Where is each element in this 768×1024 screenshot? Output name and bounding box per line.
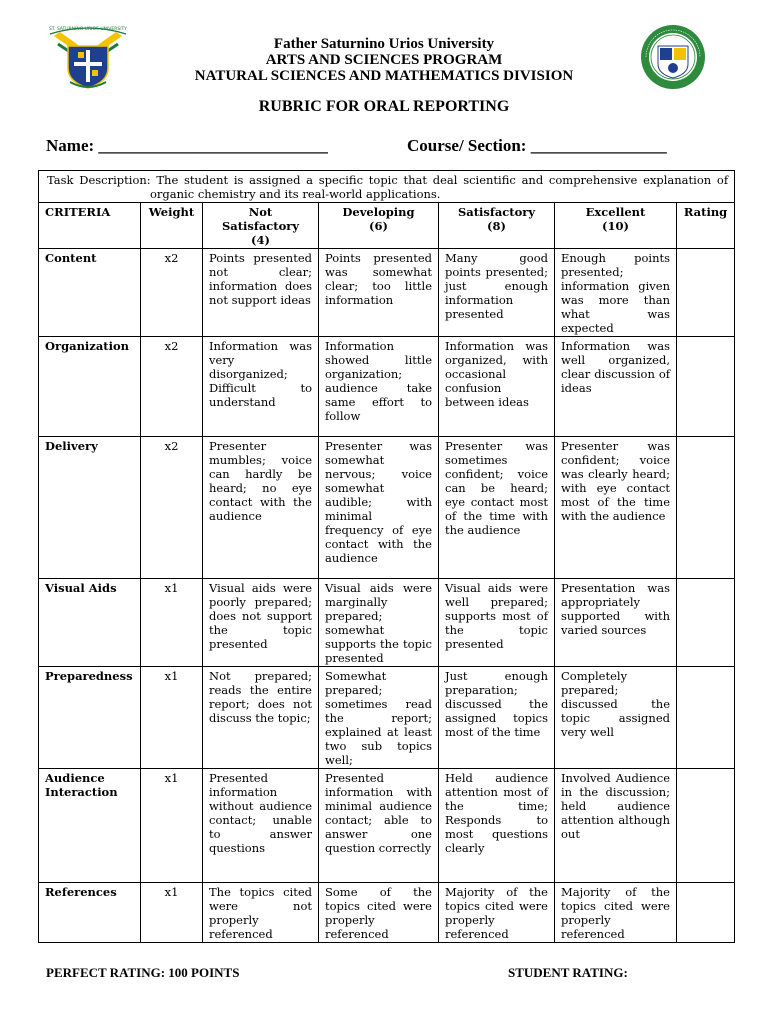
not-satisfactory-cell: Not prepared; reads the entire report; does not discuss the topic;	[203, 667, 319, 769]
not-satisfactory-cell: Information was very disorganized; Difficult to understand	[203, 337, 319, 437]
program-name: ARTS AND SCIENCES PROGRAM	[265, 52, 503, 68]
not-satisfactory-cell: Visual aids were poorly prepared; does not support the topic presented	[203, 579, 319, 667]
table-row	[39, 769, 735, 883]
criteria-cell: Content	[39, 249, 141, 337]
rating-cell[interactable]	[677, 337, 735, 437]
satisfactory-cell: Held audience attention most of the time; Responds to most questions clearly	[439, 769, 555, 883]
excellent-cell: Completely prepared; discussed the topic assigned very well	[555, 667, 677, 769]
division-name: NATURAL SCIENCES AND MATHEMATICS DIVISION	[194, 68, 574, 84]
developing-cell: Presented information with minimal audience contact; able to answer one question correctly	[319, 769, 439, 883]
satisfactory-cell: Visual aids were well prepared; supports most of the topic presented	[439, 579, 555, 667]
satisfactory-cell: Many good points presented; just enough information presented	[439, 249, 555, 337]
rating-cell[interactable]	[677, 883, 735, 943]
rating-cell[interactable]	[677, 667, 735, 769]
rating-cell[interactable]	[677, 437, 735, 579]
weight-cell: x2	[141, 337, 203, 437]
weight-cell: x1	[141, 579, 203, 667]
header-not-satisfactory: Not Satisfactory (4)	[203, 203, 319, 249]
table-row	[39, 437, 735, 579]
perfect-rating: PERFECT RATING: 100 POINTS	[46, 965, 240, 980]
weight-cell: x2	[141, 249, 203, 337]
criteria-cell: Visual Aids	[39, 579, 141, 667]
table-header-row	[39, 203, 735, 249]
table-row	[39, 337, 735, 437]
weight-cell: x2	[141, 437, 203, 579]
not-satisfactory-cell: Points presented not clear; information does not support ideas	[203, 249, 319, 337]
excellent-cell: Enough points presented; information given was more than what was expected	[555, 249, 677, 337]
developing-cell: Presenter was somewhat nervous; voice somewhat audible; with minimal frequency of eye contact with the audience	[319, 437, 439, 579]
not-satisfactory-cell: The topics cited were not properly referenced	[203, 883, 319, 943]
page-title: RUBRIC FOR ORAL REPORTING	[258, 98, 510, 115]
criteria-cell: References	[39, 883, 141, 943]
excellent-cell: Presentation was appropriately supported with varied sources	[555, 579, 677, 667]
rating-cell[interactable]	[677, 769, 735, 883]
weight-cell: x1	[141, 769, 203, 883]
criteria-cell: Preparedness	[39, 667, 141, 769]
task-description-row	[39, 171, 735, 203]
not-satisfactory-cell: Presenter mumbles; voice can hardly be heard; no eye contact with the audience	[203, 437, 319, 579]
satisfactory-cell: Majority of the topics cited were properly referenced	[439, 883, 555, 943]
table-row	[39, 249, 735, 337]
weight-cell: x1	[141, 883, 203, 943]
satisfactory-cell: Just enough preparation; discussed the assigned topics most of the time	[439, 667, 555, 769]
task-description: Task Description: The student is assigned a specific topic that deal scientific and comprehensive explanation of organic chemistry and its real-world applications.	[47, 173, 729, 201]
developing-cell: Points presented was somewhat clear; too little information	[319, 249, 439, 337]
not-satisfactory-cell: Presented information without audience contact; unable to answer questions	[203, 769, 319, 883]
excellent-cell: Presenter was confident; voice was clearly heard; with eye contact most of the time with the audience	[555, 437, 677, 579]
table-row	[39, 667, 735, 769]
table-row	[39, 883, 735, 943]
excellent-cell: Majority of the topics cited were properly referenced	[555, 883, 677, 943]
rubric-table	[38, 170, 735, 943]
table-row	[39, 579, 735, 667]
header-developing: Developing (6)	[319, 203, 439, 249]
header-excellent: Excellent (10)	[555, 203, 677, 249]
header-rating: Rating	[677, 203, 735, 249]
student-rating: STUDENT RATING:	[508, 965, 628, 980]
document-header	[0, 36, 768, 84]
header-criteria: CRITERIA	[39, 203, 141, 249]
rating-cell[interactable]	[677, 249, 735, 337]
developing-cell: Somewhat prepared; sometimes read the report; explained at least two sub topics well;	[319, 667, 439, 769]
developing-cell: Some of the topics cited were properly referenced	[319, 883, 439, 943]
weight-cell: x1	[141, 667, 203, 769]
university-name: Father Saturnino Urios University	[273, 36, 495, 52]
name-course-row	[46, 136, 726, 156]
logo-text: ST. SATURNINO URIOS UNIVERSITY	[48, 27, 128, 32]
excellent-cell: Information was well organized, clear discussion of ideas	[555, 337, 677, 437]
course-section-field[interactable]: Course/ Section: ________________	[407, 136, 667, 155]
developing-cell: Visual aids were marginally prepared; somewhat supports the topic presented	[319, 579, 439, 667]
developing-cell: Information showed little organization; audience take same effort to follow	[319, 337, 439, 437]
excellent-cell: Involved Audience in the discussion; held audience attention although out	[555, 769, 677, 883]
name-field[interactable]: Name: ___________________________	[46, 136, 328, 155]
criteria-cell: Delivery	[39, 437, 141, 579]
satisfactory-cell: Presenter was sometimes confident; voice can be heard; eye contact most of the time with the audience	[439, 437, 555, 579]
rating-cell[interactable]	[677, 579, 735, 667]
criteria-cell: Audience Interaction	[39, 769, 141, 883]
header-satisfactory: Satisfactory (8)	[439, 203, 555, 249]
satisfactory-cell: Information was organized, with occasional confusion between ideas	[439, 337, 555, 437]
criteria-cell: Organization	[39, 337, 141, 437]
header-weight: Weight	[141, 203, 203, 249]
